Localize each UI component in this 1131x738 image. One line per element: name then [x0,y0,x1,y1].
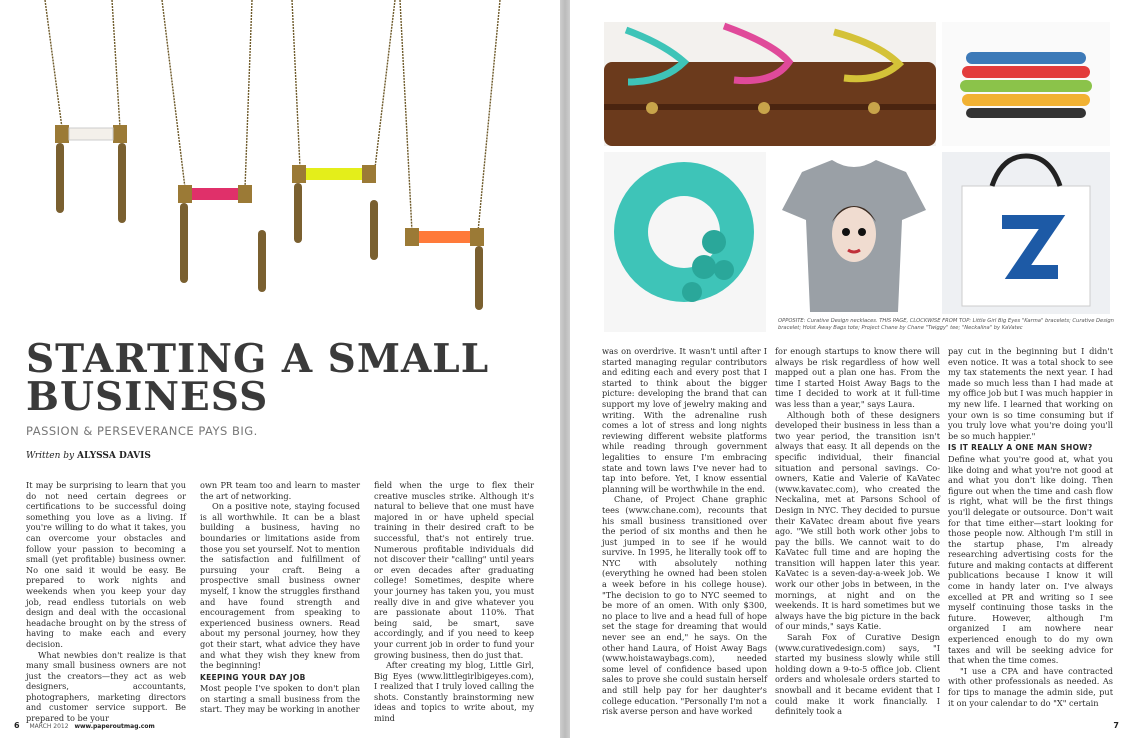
paragraph: "I use a CPA and have contracted with other professionals as needed. As for tips to manage the admin side, put it on your calendar to do "X" certain [948,665,1113,708]
page-number: 6 [14,721,20,730]
article-subhead: PASSION & PERSEVERANCE PAYS BIG. [26,424,258,438]
article-headline: STARTING A SMALL BUSINESS [26,336,490,420]
paragraph: Chane, of Project Chane graphic tees (www.chane.com), recounts that his small business transitioned over the period of six months and then he just jumped in to see if he would survive. In 1995, he literally took off to NYC with absolutely nothing (everything he owned had been stolen a week before in his college house). "The decision to go to NYC seemed to be more of an omen. With only $300, no place to live and a head full of hope set the stage for dreaming that would never see an end," he says. On the other hand Laura, of Hoist Away Bags (www.hoistawaybags.com), needed some level of confidence based upon sales to prove she could sustain herself and still help pay for her daughter's college education. "Personally I'm not a risk averse person and have worked [602,494,767,717]
byline [26,451,151,461]
text-column-3 [374,480,534,724]
paragraph: own PR team too and learn to master the art of networking. [200,480,360,501]
text-column-4 [602,346,767,717]
right-page [570,0,1131,738]
text-column-1 [26,480,186,724]
text-column-5 [775,346,940,717]
paragraph: pay cut in the beginning but I didn't even notice. It was a total shock to see my tax statements the next year. I had made so much less than I had made at my office job but I was much happier in my new life. I learned that working on your own is so time consuming but if you truly love what you're doing you'll be so much happier." [948,346,1113,441]
byline-author: ALYSSA DAVIS [76,451,151,461]
photo-caption: OPPOSITE: Curative Design necklaces. THIS PAGE, CLOCKWISE FROM TOP: Little Girl Big Eyes "Karma" bracelets; Curative Design bracelet; Hoist Away Bags tote; Project Chane by Chane "Twiggy" tee; "Neckalina" by KaVatec [778,318,1114,331]
text-column-6 [948,346,1113,708]
paragraph: After creating my blog, Little Girl, Big Eyes (www.littlegirlbigeyes.com), I realized that I truly loved calling the shots. Constantly brainstorming new ideas and topics to write about, my mind [374,660,534,724]
section-heading: IS IT REALLY A ONE MAN SHOW? [948,443,1093,453]
text-column-2 [200,480,360,715]
trunk-illustration [604,22,936,146]
website: www.paperoutmag.com [74,723,155,730]
necklaces-photo [0,0,560,330]
bracelet-stack-illustration [942,22,1110,146]
twiggy-tee-photo [772,152,936,332]
scarf-illustration [604,152,766,332]
paragraph: for enough startups to know there will always be risk regardless of how well mapped out a plan one has. From the time I started Hoist Away Bags to the time I decided to work at it full-time was less than a year," says Laura. [775,346,940,409]
paragraph: It may be surprising to learn that you do not need certain degrees or certifications to be successful doing something you love as a living. If you're willing to do what it takes, you can overcome your obstacles and follow your passion to becoming a small (yet profitable) business owner. No one said it would be easy. Be prepared to work nights and weekends when you keep your day job, read endless tutorials on web design and deal with the occasional headache brought on by the stress of having to make each and every decision. [26,480,186,649]
paragraph: was on overdrive. It wasn't until after I started managing regular contributors and editing each and every post that I started to think about the bigger picture: developing the brand that can support my love of jewelry making and writing. With the adrenaline rush comes a lot of stress and long nights reviewing different website platforms while reading through government legalities to ensure I'm embracing state and town laws I've never had to tap into before. Yet, I know essential planning will be worthwhile in the end. [602,346,767,494]
section-heading: KEEPING YOUR DAY JOB [200,672,306,682]
issue-date: MARCH 2012 [29,723,69,730]
paragraph: On a positive note, staying focused is all worthwhile. It can be a blast building a business, having no boundaries or limitations aside from those you set yourself. Not to mention the satisfaction and fulfillment of pursuing your craft. Being a prospective small business owner myself, I know the struggles firsthand and have found strength and encouragement from speaking to experienced business owners. Read about my personal journey, how they got their start, what advice they have and what they wish they knew from the beginning! [200,501,360,671]
paragraph: Although both of these designers developed their business in less than a two year period, the transition isn't always that easy. It all depends on the specific individual, their financial situation and personal savings. Co-owners, Katie and Valerie of KaVatec (www.kavatec.com), who created the Neckalina, met at Parsons School of Design in NYC. They decided to pursue their KaVatec dream about five years ago. "We still both work other jobs to pay the bills. We cannot wait to do KaVatec full time and are hoping the transition will happen later this year. KaVatec is a seven-day-a-week job. We work our other jobs in between, in the mornings, at night and on the weekends. It is hard sometimes but we always have the big picture in the back of our minds," says Katie. [775,409,940,632]
byline-prefix: Written by [26,451,75,461]
tote-bag-photo [942,152,1110,314]
paragraph: Sarah Fox of Curative Design (www.curativedesign.com) says, "I started my business slowly while still holding down a 9-to-5 office job. Client orders and wholesale orders started to snowball and it became evident that I could make it work financially. I definitely took a [775,632,940,717]
tote-illustration [942,152,1110,314]
necklaces-illustration [0,0,560,330]
folio-left [14,721,163,730]
folio-right [1113,721,1119,730]
tee-illustration [772,152,936,332]
paragraph: Most people I've spoken to don't plan on starting a small business from the start. They may be working in another [200,683,360,715]
paragraph: field when the urge to flex their creative muscles strike. Although it's natural to believe that one must have majored in or have upheld special training in their desired craft to be successful, that's not entirely true. Numerous profitable individuals did not discover their "calling" until years or even decades after graduating college! Sometimes, despite where your journey has taken you, you must really dive in and give whatever you are passionate about 110%. That being said, be smart, save accordingly, and if you need to keep your current job in order to fund your growing business, then do just that. [374,480,534,660]
teal-scarf-photo [604,152,766,332]
bracelets-trunk-photo [604,22,936,146]
paragraph: Define what you're good at, what you like doing and what you're not good at and what you don't like doing. Then figure out when the time and cash flow is right, what will be the first things you'll delegate or outsource. Don't wait for that time either—start looking for those people now. Although I'm still in the startup phase, I'm already researching advertising costs for the future and making contacts at different publications because I know it will come in handy later on. I've always excelled at PR and writing so I see myself continuing those tasks in the future. However, although I'm organized I am nowhere near experienced enough to do my own taxes and will be seeking advice for that when the time comes. [948,453,1113,666]
left-page [0,0,560,738]
bracelet-stack-photo [942,22,1110,146]
page-number: 7 [1113,721,1119,730]
paragraph: What newbies don't realize is that many small business owners are not just the creators—they act as web designers, accountants, photographers, marketing directors and customer service support. Be prepared to be your [26,649,186,724]
